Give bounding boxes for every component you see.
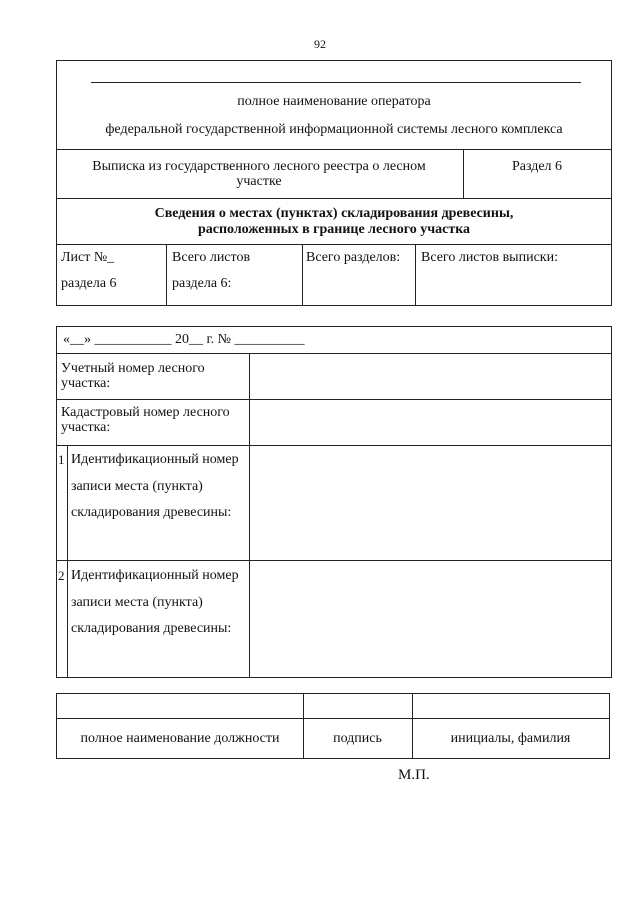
position-field[interactable] (57, 694, 303, 718)
date-number-line: «__» ___________ 20__ г. № __________ (63, 332, 305, 347)
page-number: 92 (314, 37, 326, 51)
record-1-index: 1 (58, 452, 65, 467)
section-heading-2: расположенных в границе лесного участка (197, 222, 471, 237)
sheet-number-section: раздела 6 (61, 276, 117, 291)
account-number-label: Учетный номер лесного участка: (61, 361, 205, 391)
record-2-value[interactable] (251, 561, 611, 677)
position-caption: полное наименование должности (80, 731, 280, 746)
operator-caption-1: полное наименование оператора (237, 94, 431, 109)
stamp-label: М.П. (398, 767, 430, 783)
sign-caption: подпись (333, 731, 382, 746)
data-block (56, 326, 612, 678)
total-sheets-label: Всего листов (172, 250, 251, 265)
operator-name-line (91, 82, 581, 83)
record-1-value[interactable] (251, 446, 611, 560)
header-block (56, 60, 612, 306)
total-sections-label: Всего разделов: (306, 250, 401, 265)
extract-title: Выписка из государственного лесного реестра о лесном участке (92, 159, 426, 189)
record-2-label: Идентификационный номер записи места (пункта) складирования древесины: (71, 568, 239, 636)
signature-block (56, 693, 610, 759)
cadastral-number-label: Кадастровый номер лесного участка: (61, 405, 230, 435)
section-label: Раздел 6 (511, 159, 563, 174)
cadastral-number-value[interactable] (251, 400, 611, 444)
sheet-number-label: Лист №_ (61, 250, 115, 265)
section-heading-1: Сведения о местах (пунктах) складирования древесины, (154, 206, 514, 221)
total-sheets-section: раздела 6: (172, 276, 232, 291)
name-caption: инициалы, фамилия (450, 731, 571, 746)
operator-caption-2: федеральной государственной информационной системы лесного комплекса (105, 122, 563, 137)
record-2-index: 2 (58, 568, 65, 583)
record-1-label: Идентификационный номер записи места (пункта) складирования древесины: (71, 452, 239, 520)
total-extract-sheets-label: Всего листов выписки: (421, 250, 558, 265)
name-field[interactable] (413, 694, 609, 718)
account-number-value[interactable] (251, 354, 611, 398)
sign-field[interactable] (304, 694, 412, 718)
